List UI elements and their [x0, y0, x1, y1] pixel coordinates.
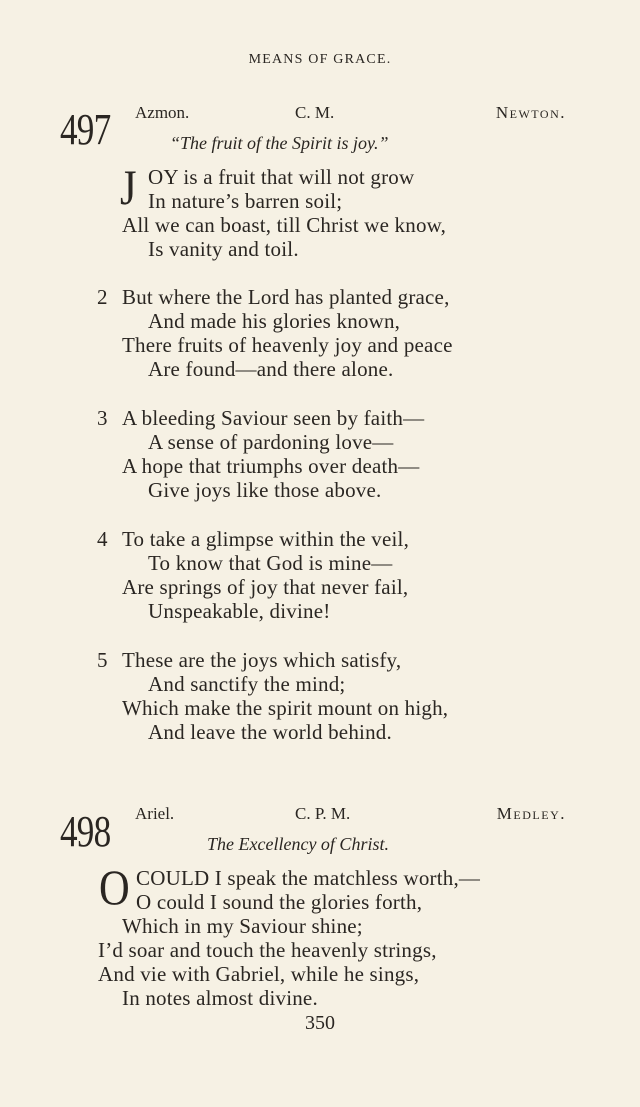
- drop-cap: J: [120, 159, 137, 215]
- running-head: MEANS OF GRACE.: [248, 52, 392, 67]
- meter: C. M.: [295, 103, 335, 122]
- hymn-number: 497: [60, 105, 111, 154]
- verse-number: 2: [97, 285, 108, 309]
- hymn-number: 498: [60, 807, 111, 856]
- verse-number: 3: [97, 406, 108, 430]
- tune-name: Ariel.: [135, 804, 175, 823]
- verse-line: Unspeakable, divine!: [148, 599, 331, 623]
- verse-line: In nature’s barren soil;: [148, 189, 343, 213]
- verse-line: To know that God is mine—: [148, 551, 393, 575]
- verse-line: A hope that triumphs over death—: [122, 454, 420, 478]
- verse-line: All we can boast, till Christ we know,: [122, 213, 447, 237]
- verse-line: O could I sound the glories forth,: [136, 890, 423, 914]
- verse-line: Which make the spirit mount on high,: [122, 696, 449, 720]
- verse-line: I’d soar and touch the heavenly strings,: [98, 938, 437, 962]
- page-number: 350: [305, 1012, 335, 1034]
- hymn-subtitle: “The fruit of the Spirit is joy.”: [170, 133, 389, 153]
- verse-line: Are found—and there alone.: [148, 357, 394, 381]
- verse-line: And made his glories known,: [148, 309, 401, 333]
- meter: C. P. M.: [295, 804, 351, 823]
- drop-cap: O: [99, 859, 130, 915]
- verse-number: 5: [97, 648, 108, 672]
- author: Newton.: [495, 103, 566, 122]
- verse-number: 4: [97, 527, 108, 551]
- tune-name: Azmon.: [135, 103, 190, 122]
- verse-line: A sense of pardoning love—: [148, 430, 394, 454]
- verse-line: And leave the world behind.: [148, 720, 392, 744]
- verse-line: But where the Lord has planted grace,: [122, 285, 450, 309]
- verse-line: There fruits of heavenly joy and peace: [122, 333, 453, 357]
- verse-line: Are springs of joy that never fail,: [122, 575, 409, 599]
- verse-line: OY is a fruit that will not grow: [148, 165, 415, 189]
- verse-line: These are the joys which satisfy,: [122, 648, 402, 672]
- hymn-subtitle: The Excellency of Christ.: [207, 834, 389, 854]
- verse-line: A bleeding Saviour seen by faith—: [122, 406, 425, 430]
- verse-line: To take a glimpse within the veil,: [122, 527, 410, 551]
- verse-line: And vie with Gabriel, while he sings,: [98, 962, 420, 986]
- verse-line: COULD I speak the matchless worth,—: [136, 866, 481, 890]
- author: Medley.: [496, 804, 566, 823]
- verse-line: In notes almost divine.: [122, 986, 318, 1010]
- verse-line: Give joys like those above.: [148, 478, 382, 502]
- verse-line: Which in my Saviour shine;: [122, 914, 363, 938]
- verse-line: Is vanity and toil.: [148, 237, 299, 261]
- verse-line: And sanctify the mind;: [148, 672, 346, 696]
